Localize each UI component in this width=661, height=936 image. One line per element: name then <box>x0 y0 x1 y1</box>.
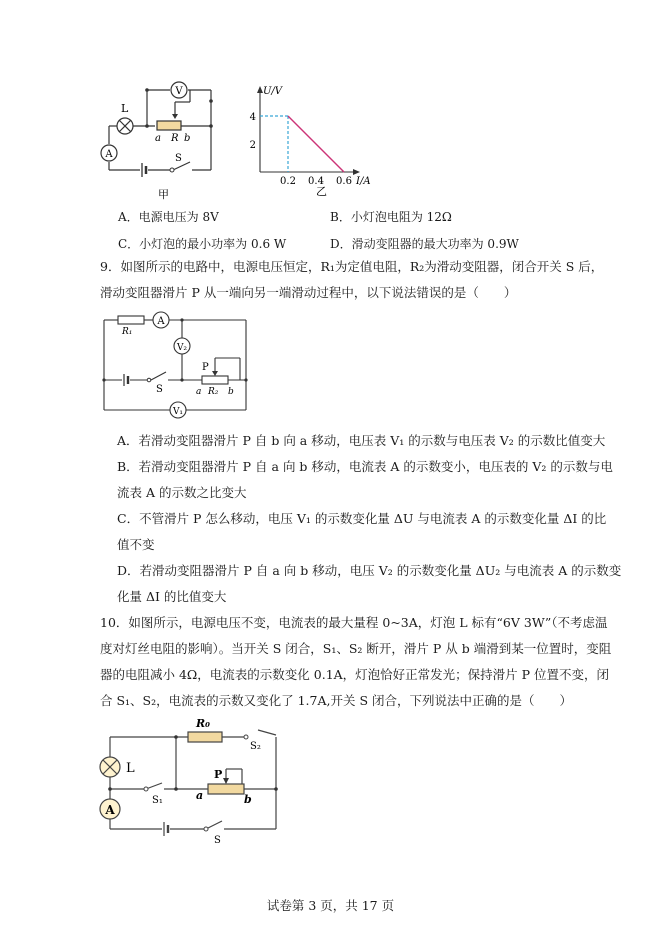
rheostat-end-a: a <box>196 387 202 397</box>
y-tick-label: 2 <box>249 140 256 151</box>
q9-option-b-line-2: 流表 A 的示数之比变大 <box>117 485 247 500</box>
q10-stem-line-4: 合 S₁、S₂，电流表的示数又变化了 1.7A,开关 S 闭合，下列说法中正确的是（ ） <box>100 693 572 708</box>
q10-stem-line-1: 10．如图所示，电源电压不变，电流表的最大量程 0~3A，灯泡 L 标有“6V 3W”（不考虑温 <box>100 615 608 630</box>
q8-option-d: D．滑动变阻器的最大功率为 0.9W <box>330 237 519 251</box>
x-tick-label: 0.2 <box>280 176 296 187</box>
q9-option-c-line-1: C．不管滑片 P 怎么移动，电压 V₁ 的示数变化量 ΔU 与电流表 A 的示数变化量 ΔI 的比 <box>117 511 607 526</box>
q9-stem-line-2: 滑动变阻器滑片 P 从一端向另一端滑动过程中，以下说法错误的是（ ） <box>100 285 517 300</box>
v2-label: V₂ <box>176 343 188 353</box>
q9-option-d-line-2: 化量 ΔI 的比值变大 <box>117 589 227 604</box>
x-tick-label: 0.4 <box>308 176 324 187</box>
slider-p-label: P <box>214 768 223 781</box>
s2-label: S₂ <box>250 741 261 752</box>
slider-p-label: P <box>202 362 209 373</box>
lamp-label: L <box>126 761 135 776</box>
r0-label: R₀ <box>196 717 210 730</box>
q9-option-a: A．若滑动变阻器滑片 P 自 b 向 a 移动，电压表 V₁ 的示数与电压表 V₂ 的示数比值变大 <box>117 433 606 448</box>
figure-caption-yi: 乙 <box>316 185 327 198</box>
q9-option-b-line-1: B．若滑动变阻器滑片 P 自 a 向 b 移动，电流表 A 的示数变小，电压表的 V₂ 的示数与电 <box>117 459 613 474</box>
ammeter-label: A <box>157 316 165 327</box>
x-tick-label: 0.6 <box>336 176 352 187</box>
rheostat-end-b: b <box>184 133 191 144</box>
q8-option-b: B．小灯泡电阻为 12Ω <box>330 210 452 224</box>
q9-option-c-line-2: 值不变 <box>117 537 155 552</box>
q8-option-a: A．电源电压为 8V <box>118 210 219 224</box>
ammeter-label: A <box>105 149 113 160</box>
rheostat-end-b: b <box>244 793 252 806</box>
ammeter-label: A <box>105 803 115 817</box>
switch-label: S <box>175 153 182 164</box>
voltmeter-label: V <box>175 86 183 97</box>
s1-label: S₁ <box>152 795 163 806</box>
v1-label: V₁ <box>172 407 184 417</box>
series-line <box>288 116 344 172</box>
q10-stem-line-2: 度对灯丝电阻的影响）。当开关 S 闭合，S₁、S₂ 断开，滑片 P 从 b 端滑到某一位置时，变阻 <box>100 641 612 656</box>
switch-label: S <box>156 384 163 395</box>
x-axis-label: I/A <box>356 176 371 187</box>
page-footer: 试卷第 3 页，共 17 页 <box>266 898 395 913</box>
y-tick-label: 4 <box>249 112 256 123</box>
q8-option-c: C．小灯泡的最小功率为 0.6 W <box>118 237 287 251</box>
rheostat-end-a: a <box>155 133 161 144</box>
circuit-diagram-q10 <box>98 715 283 845</box>
r2-label: R₂ <box>208 387 219 397</box>
lamp-label: L <box>121 102 129 115</box>
rheostat-end-a: a <box>196 789 204 802</box>
r1-label: R₁ <box>122 327 133 337</box>
circuit-diagram-jia <box>95 78 225 203</box>
q9-stem-line-1: 9．如图所示的电路中，电源电压恒定，R₁为定值电阻，R₂为滑动变阻器，闭合开关 S 后， <box>100 259 604 274</box>
chart-yi <box>248 80 378 200</box>
rheostat-end-b: b <box>228 387 234 397</box>
rheostat-label: R <box>171 133 179 144</box>
circuit-diagram-q9 <box>98 310 253 422</box>
q9-option-d-line-1: D．若滑动变阻器滑片 P 自 a 向 b 移动，电压 V₂ 的示数变化量 ΔU₂ 与电流表 A 的示数变 <box>117 563 622 578</box>
q10-stem-line-3: 器的电阻减小 4Ω，电流表的示数变化 0.1A，灯泡恰好正常发光；保持滑片 P 位置不变，闭 <box>100 667 610 682</box>
figure-caption-jia: 甲 <box>158 188 169 201</box>
y-axis-label: U/V <box>263 86 283 97</box>
switch-s-label: S <box>214 835 221 845</box>
